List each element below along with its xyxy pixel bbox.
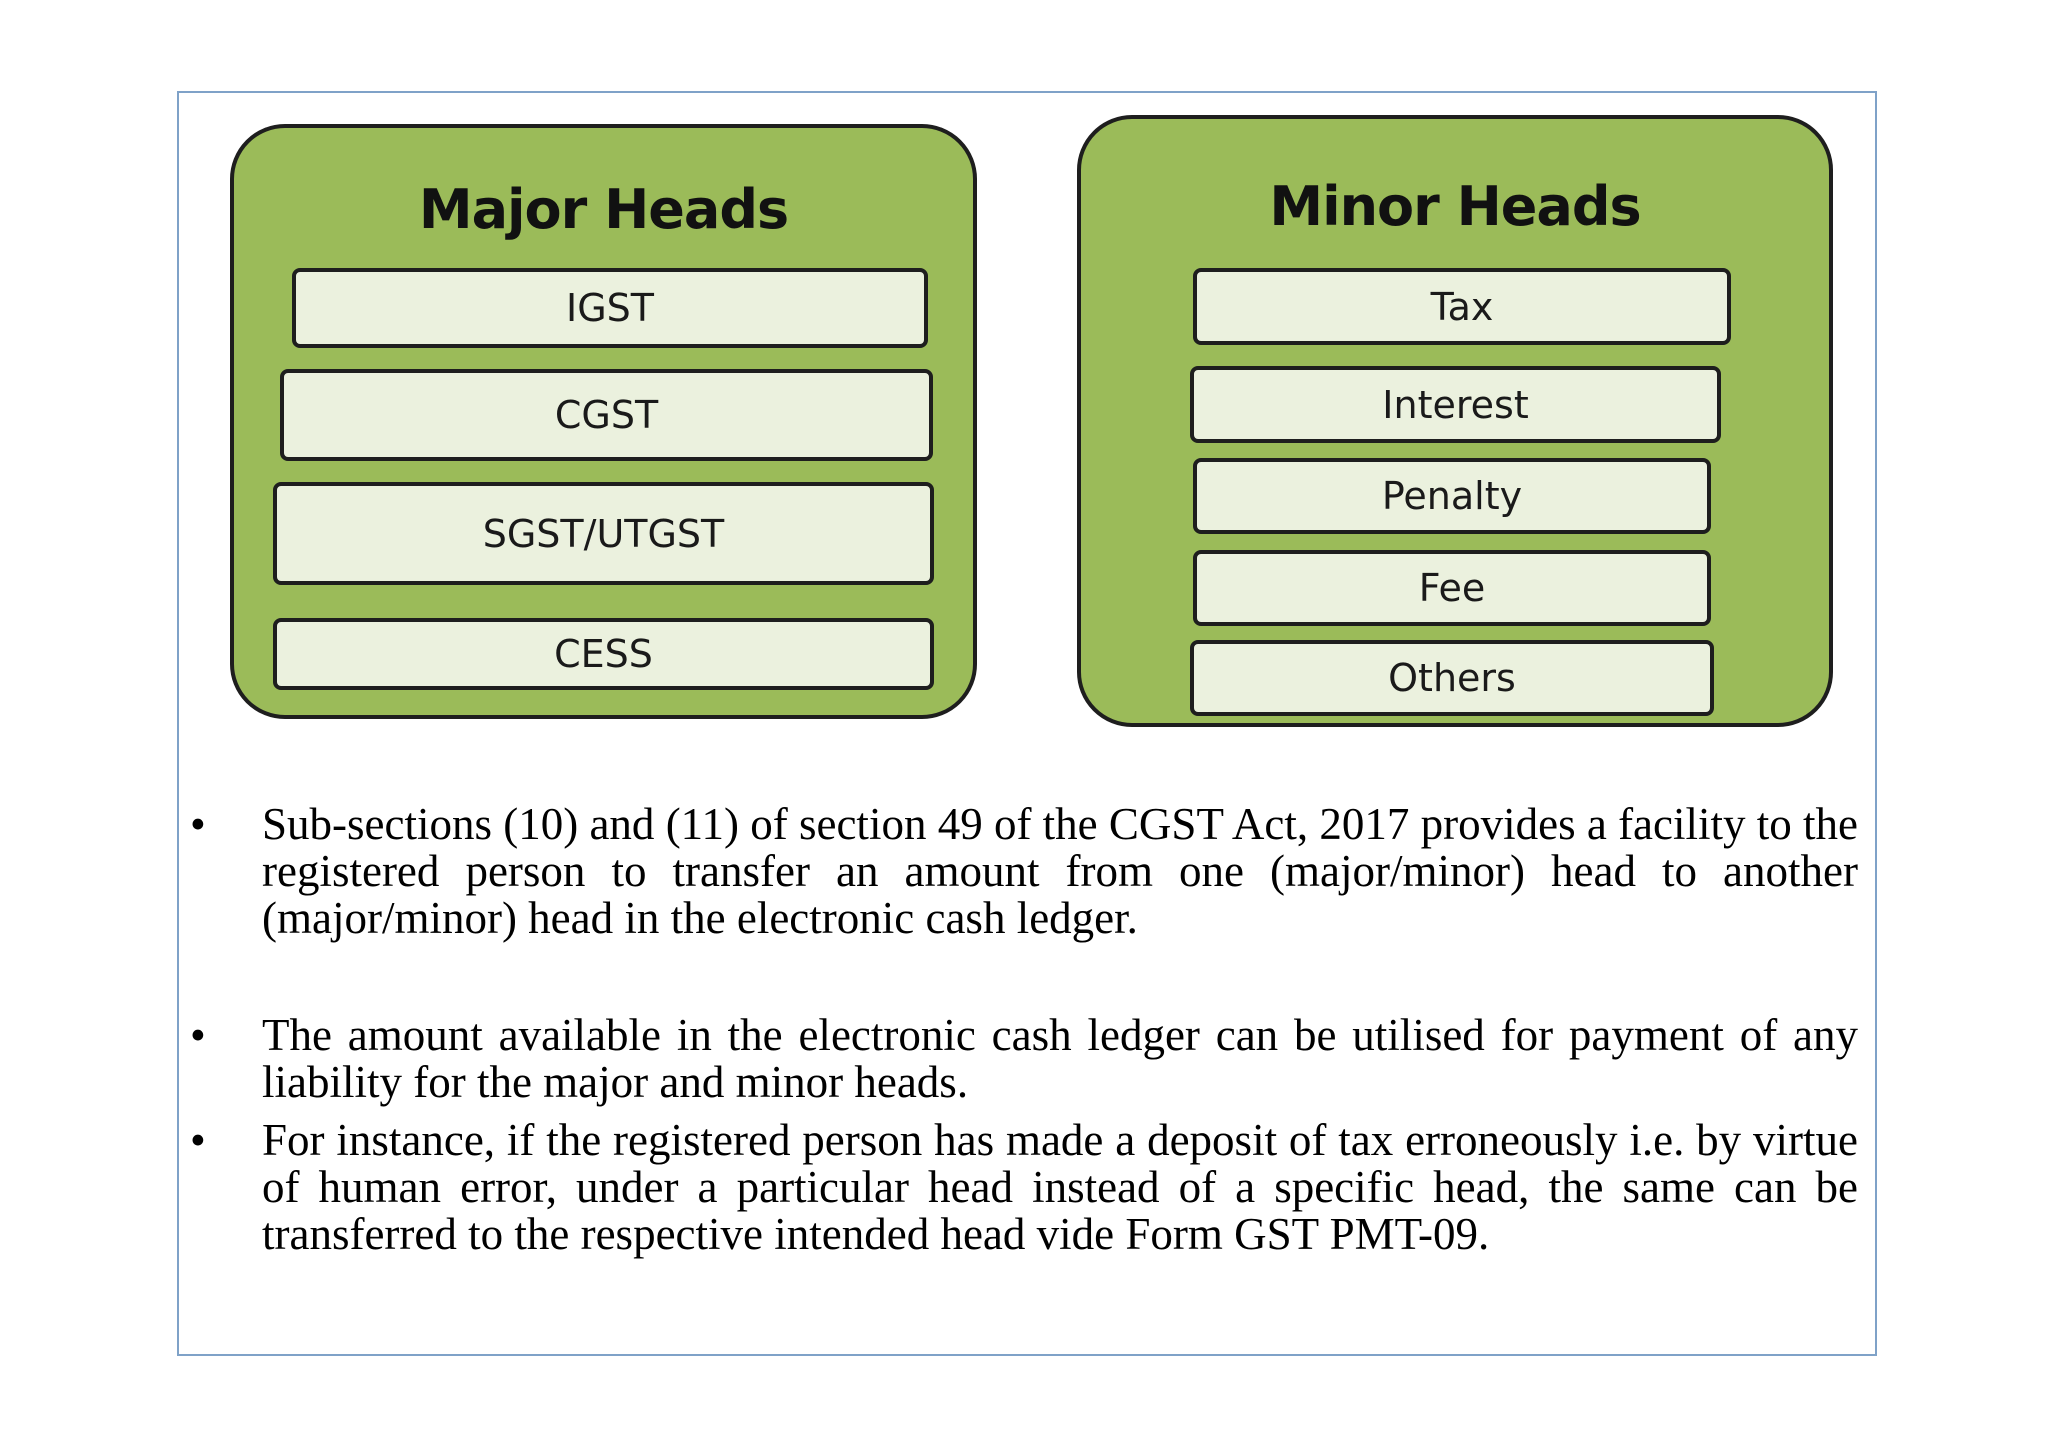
major-heads-title: Major Heads xyxy=(418,178,789,241)
bullet-text: For instance, if the registered person has made a deposit of tax erroneously i.e. by virtue of human error, under a particular head instead of a specific head, the same can be transferred to the respective intended head vide Form GST PMT-09. xyxy=(262,1115,1858,1259)
bullet-symbol: • xyxy=(190,1010,206,1060)
major-head-cess: CESS xyxy=(273,618,934,690)
minor-head-others: Others xyxy=(1190,640,1714,716)
minor-head-interest: Interest xyxy=(1190,366,1721,443)
minor-head-fee: Fee xyxy=(1193,550,1711,626)
major-head-igst: IGST xyxy=(292,268,928,348)
major-head-sgst-utgst: SGST/UTGST xyxy=(273,482,934,585)
major-head-cgst: CGST xyxy=(280,369,933,461)
bullet-symbol: • xyxy=(190,1115,206,1165)
bullet-text: The amount available in the electronic cash ledger can be utilised for payment of any liability for the major and minor heads. xyxy=(262,1010,1858,1107)
minor-head-tax: Tax xyxy=(1193,268,1731,345)
bullet-text: Sub-sections (10) and (11) of section 49 of the CGST Act, 2017 provides a facility to the registered person to transfer an amount from one (major/minor) head to another (major/minor) head in the electronic cash ledger. xyxy=(262,799,1858,943)
bullet-symbol: • xyxy=(190,799,206,849)
minor-head-penalty: Penalty xyxy=(1193,458,1711,534)
minor-heads-title: Minor Heads xyxy=(1269,175,1641,238)
